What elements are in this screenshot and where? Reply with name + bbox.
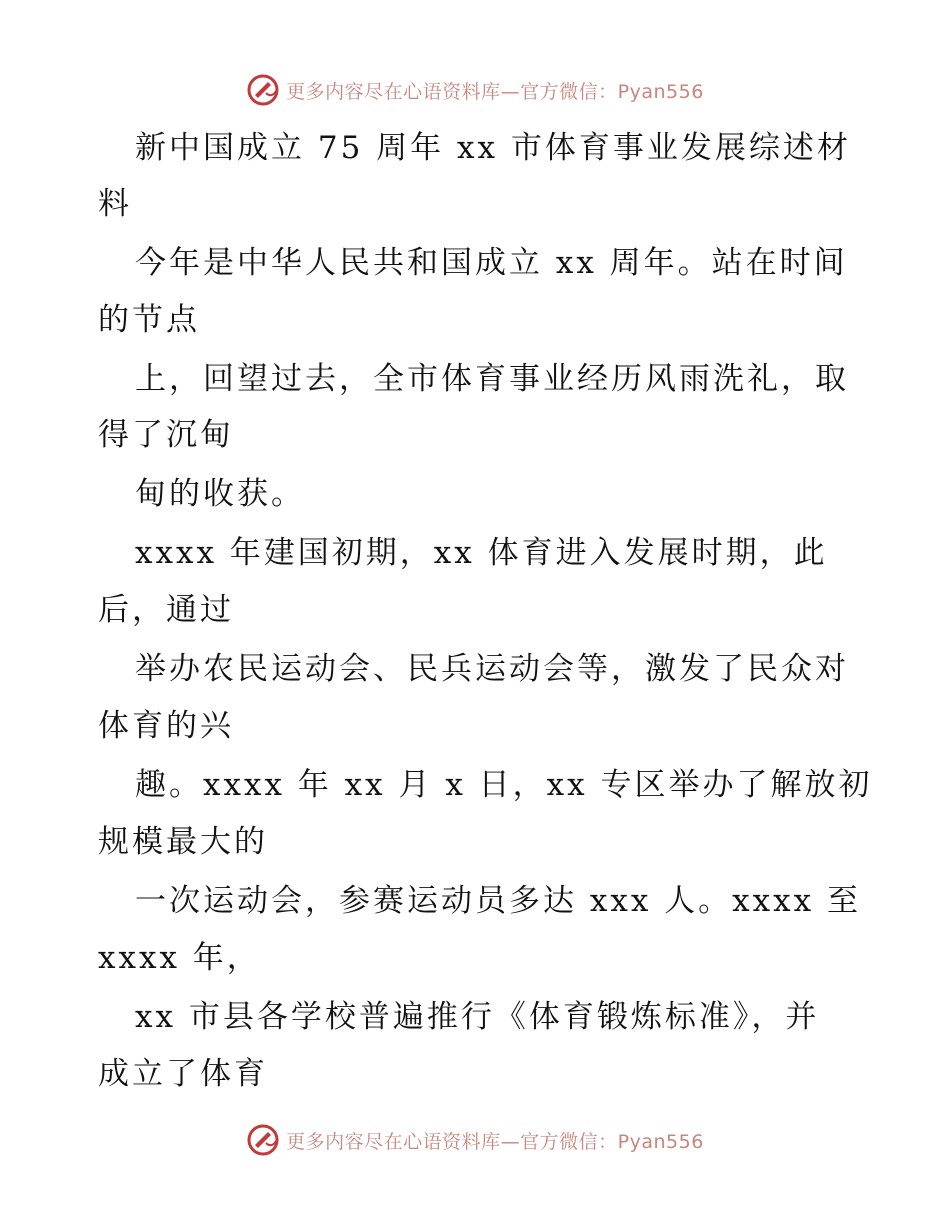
text-line: 体育的兴 [98, 708, 234, 744]
text-line: xxxx 年， [98, 940, 261, 976]
text-line: 规模最大的 [98, 824, 268, 860]
text-line: 一次运动会，参赛运动员多达 xxx 人。xxxx 至 [135, 883, 861, 919]
text-line: 得了沉甸 [98, 417, 234, 453]
text-line: 甸的收获。 [135, 476, 305, 512]
text-line: 的节点 [98, 302, 200, 338]
text-line: 举办农民运动会、民兵运动会等，激发了民众对 [135, 651, 849, 687]
footer-watermark [0, 1120, 950, 1160]
text-line: xxxx 年建国初期，xx 体育进入发展时期，此 [135, 535, 828, 571]
text-line: 上，回望过去，全市体育事业经历风雨洗礼，取 [135, 361, 849, 397]
brand-logo-icon [246, 1123, 280, 1157]
text-line: xx 市县各学校普遍推行《体育锻炼标准》，并 [135, 999, 820, 1035]
text-line: 后，通过 [98, 592, 234, 628]
watermark-text: 更多内容尽在心语资料库—官方微信：Pyan556 [286, 1130, 704, 1153]
text-line: 趣。xxxx 年 xx 月 x 日，xx 专区举办了解放初 [135, 767, 873, 803]
text-line: 今年是中华人民共和国成立 xx 周年。站在时间 [135, 245, 848, 281]
watermark-text: 更多内容尽在心语资料库—官方微信：Pyan556 [286, 80, 704, 103]
text-line: 新中国成立 75 周年 xx 市体育事业发展综述材 [135, 130, 851, 166]
text-line: 料 [98, 186, 132, 222]
text-line: 成立了体育 [98, 1056, 268, 1092]
